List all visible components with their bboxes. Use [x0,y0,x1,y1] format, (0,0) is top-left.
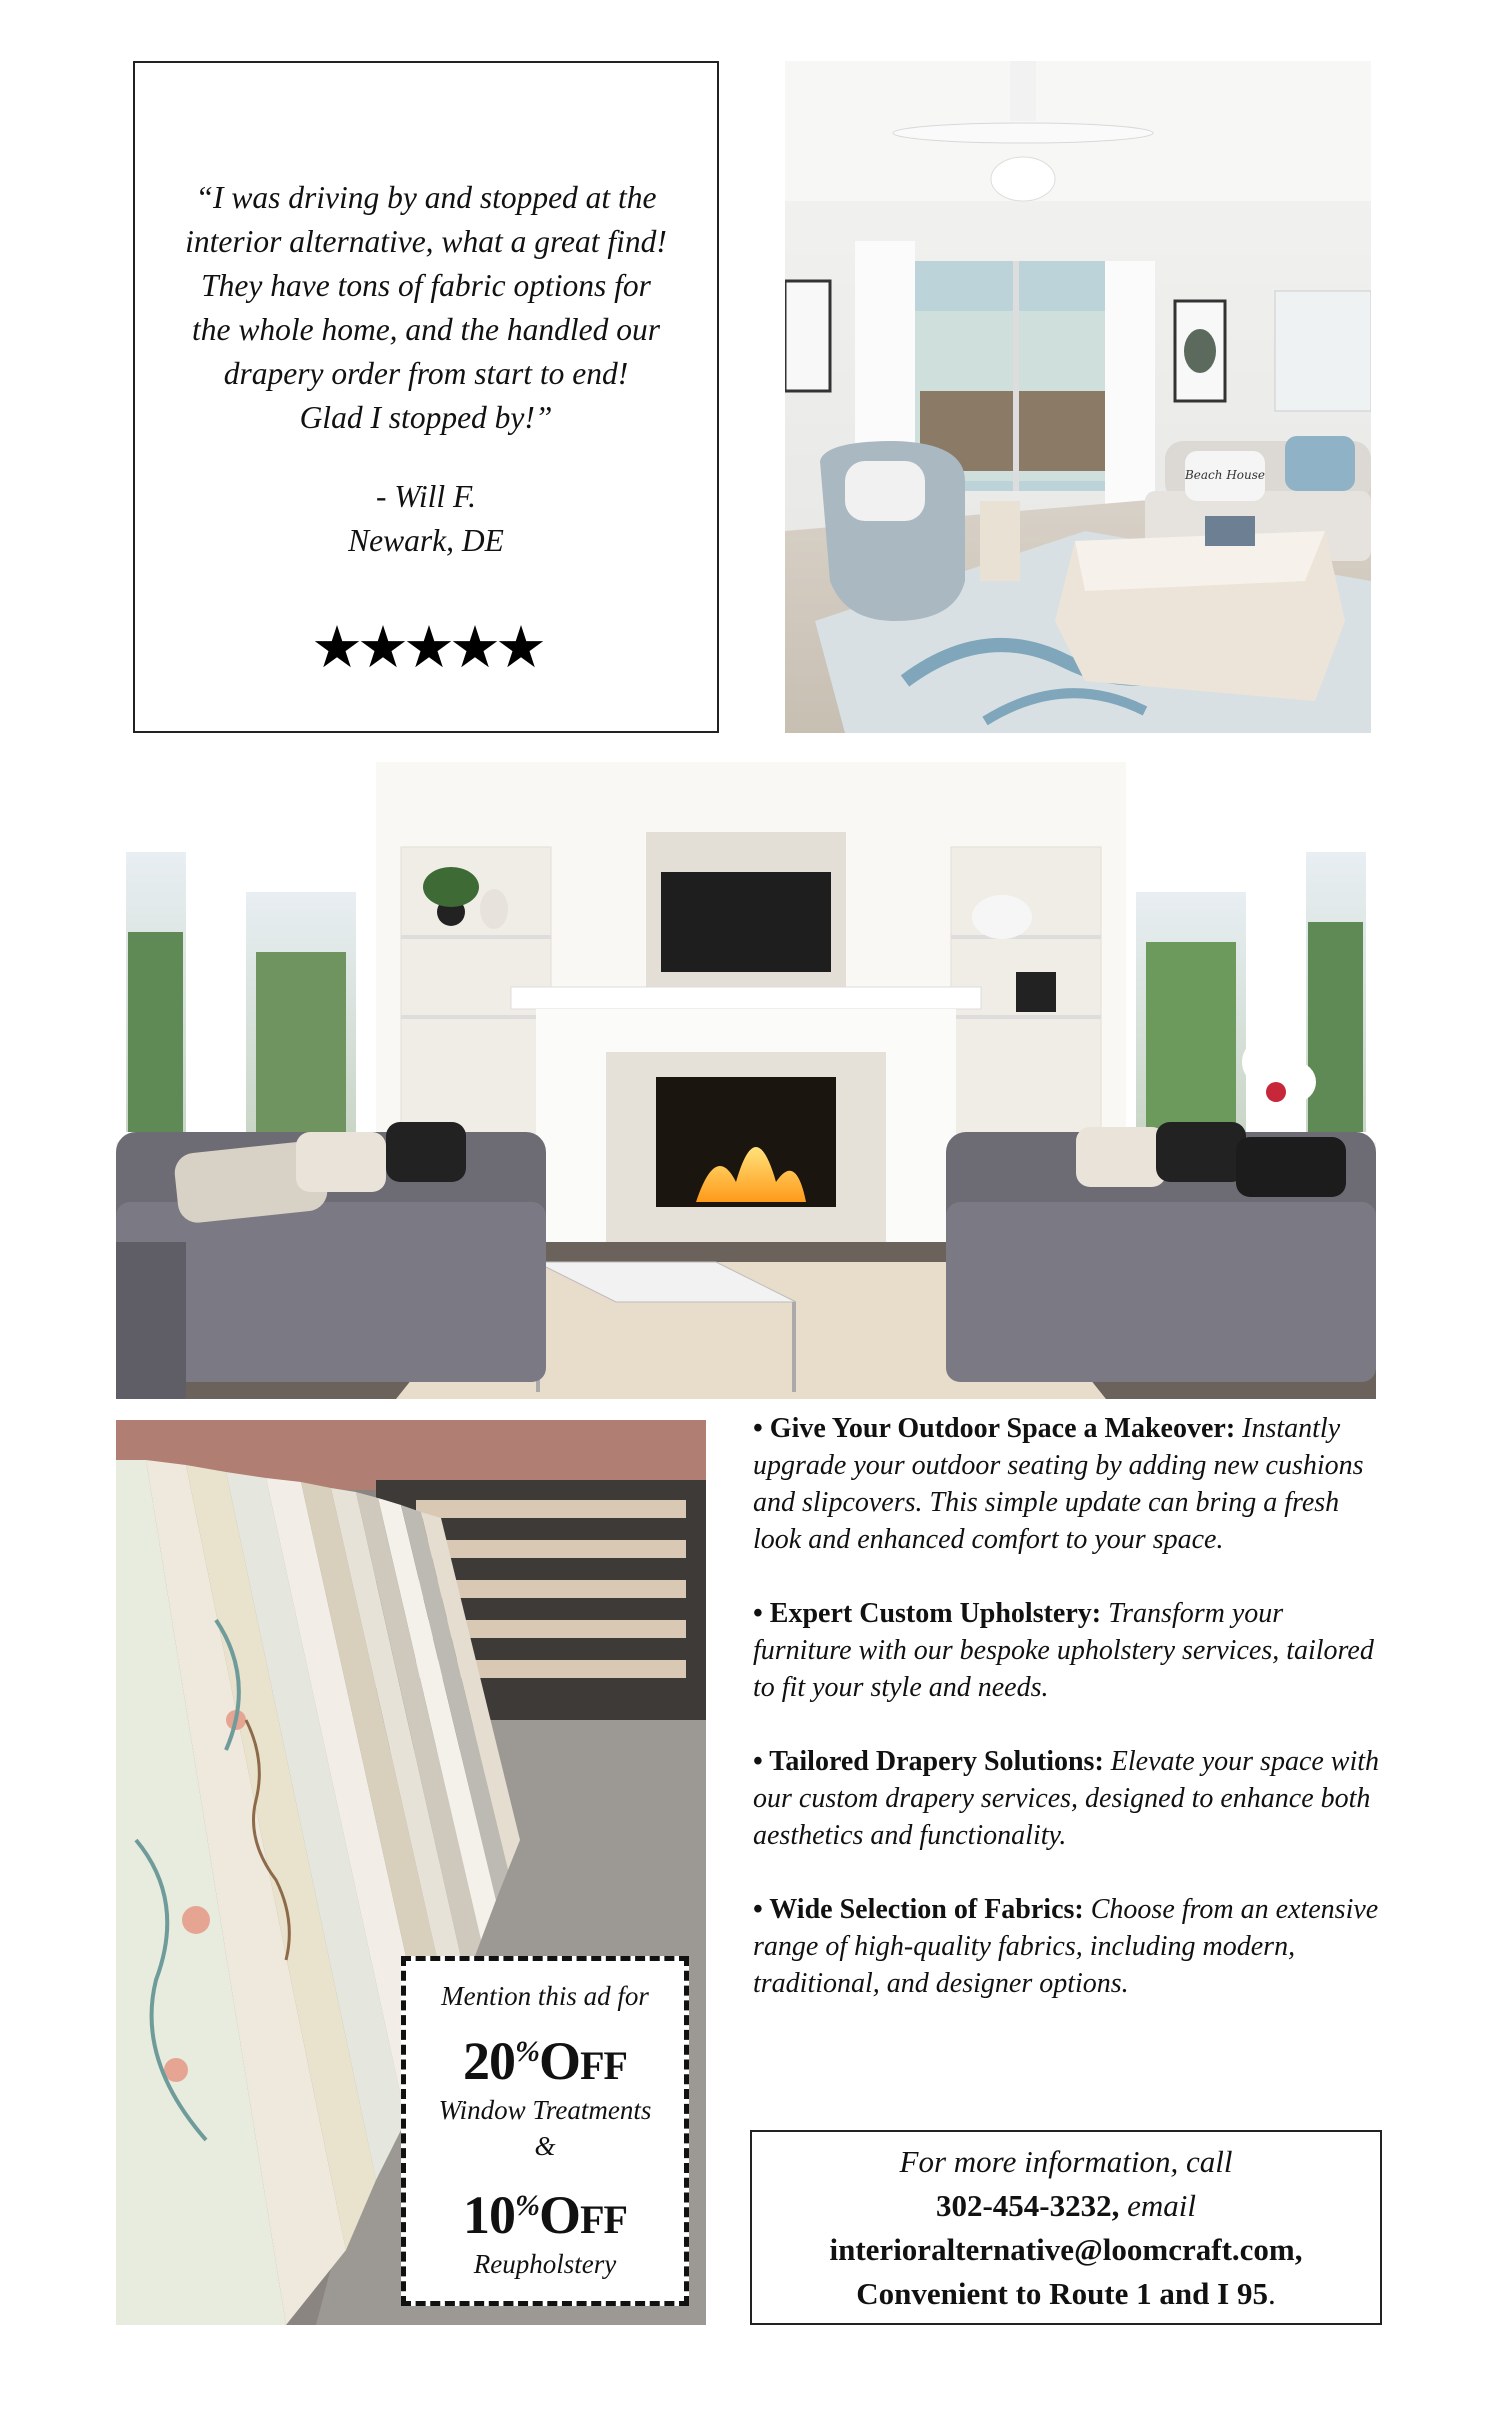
discount-coupon [401,1956,689,2306]
living-room-photo-coastal [785,61,1371,733]
pillow-sign-text: Beach House [1184,468,1266,482]
offer-off-initial: O [539,2185,581,2245]
coupon-ampersand: & [534,2131,556,2161]
offer-percent: % [515,2035,540,2068]
service-text: Elevate your space with our custom drapery services, designed to enhance both aesthetics and functionality. [753,1746,1380,1851]
contact-email-label: email [1127,2188,1197,2223]
offer-percent: % [515,2189,540,2222]
offer-amount: 20 [463,2031,516,2091]
offer-off-rest: FF [580,2197,627,2242]
contact-phone[interactable]: 302-454-3232, [935,2188,1120,2223]
service-item [753,1410,1383,1558]
quote-line: They have tons of fabric options for [201,268,651,303]
service-title: • Expert Custom Upholstery: [753,1598,1102,1629]
quote-line: Glad I stopped by!” [299,400,553,435]
service-item [753,1891,1383,2002]
offer-off-rest: FF [580,2043,627,2088]
quote-line: drapery order from start to end! [223,356,629,391]
service-title: • Tailored Drapery Solutions: [753,1746,1104,1777]
living-room-photo-fireplace [116,762,1376,1399]
coupon-label-window: Window Treatments [438,2095,652,2125]
contact-intro: For more information, call [899,2144,1233,2179]
quote-line: the whole home, and the handled our [191,312,661,347]
service-title: • Give Your Outdoor Space a Makeover: [753,1413,1236,1444]
quote-line: interior alternative, what a great find! [185,224,667,259]
coupon-offer-window [406,2024,684,2094]
quote-line: “I was driving by and stopped at the [195,180,657,215]
contact-email[interactable]: interioralternative@loomcraft.com, [829,2232,1303,2267]
testimonial-box [133,61,719,733]
service-text: Choose from an extensive range of high-quality fabrics, including modern, traditional, and designer options. [753,1894,1379,1999]
contact-period: . [1267,2276,1276,2311]
service-title: • Wide Selection of Fabrics: [753,1894,1084,1925]
service-text: Instantly upgrade your outdoor seating by adding new cushions and slipcovers. This simple update can bring a fresh look and enhanced comfort to your space. [753,1413,1364,1555]
coupon-offer-reupholstery [406,2178,684,2248]
star-rating: ★★★★★ [311,615,541,680]
testimonial-location: Newark, DE [348,523,504,558]
testimonial-quote [135,176,717,440]
offer-amount: 10 [463,2185,516,2245]
contact-location: Convenient to Route 1 and I 95 [856,2276,1268,2311]
coupon-lead: Mention this ad for [441,1981,649,2011]
contact-box [750,2130,1382,2325]
service-item [753,1595,1383,1706]
service-item [753,1743,1383,1854]
coupon-label-reupholstery: Reupholstery [473,2249,617,2279]
testimonial-author: - Will F. [375,479,477,514]
testimonial-attribution [135,475,717,563]
services-list [753,1410,1383,2039]
offer-off-initial: O [539,2031,581,2091]
fabric-rolls-photo [116,1420,706,2325]
service-text: Transform your furniture with our bespoke upholstery services, tailored to fit your style and needs. [753,1598,1374,1703]
